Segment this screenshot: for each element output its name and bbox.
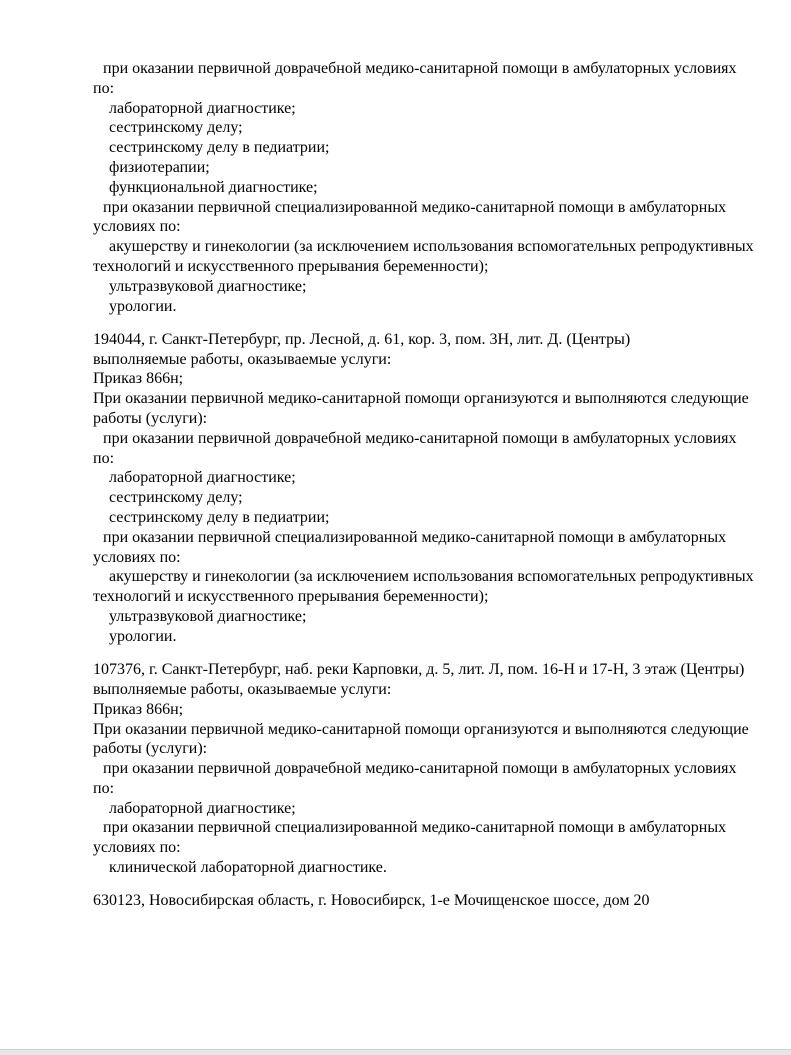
document-line: выполняемые работы, оказываемые услуги: [93, 680, 392, 698]
document-line: клинической лабораторной диагностике. [109, 859, 387, 877]
document-line: урологии. [109, 297, 177, 315]
license-document-text [93, 59, 761, 911]
document-line: при оказании первичной доврачебной медико-санитарной помощи в амбулаторных условиях [103, 760, 737, 778]
document-line: работы (услуги): [93, 410, 208, 428]
document-line: при оказании первичной специализированной медико-санитарной помощи в амбулаторных [103, 528, 727, 546]
document-line: лабораторной диагностике; [109, 99, 296, 117]
document-line: физиотерапии; [109, 158, 210, 176]
document-line: акушерству и гинекологии (за исключением использования вспомогательных репродуктивных [109, 238, 754, 256]
document-line: 630123, Новосибирская область, г. Новосибирск, 1-е Мочищенское шоссе, дом 20 [93, 892, 650, 910]
document-line: условиях по: [93, 839, 181, 857]
document-line: сестринскому делу в педиатрии; [109, 509, 330, 527]
document-line: работы (услуги): [93, 740, 208, 758]
document-line: при оказании первичной доврачебной медико-санитарной помощи в амбулаторных условиях [103, 429, 737, 447]
bottom-divider-bar [0, 1049, 791, 1055]
document-line: сестринскому делу; [109, 119, 243, 137]
document-line: выполняемые работы, оказываемые услуги: [93, 350, 392, 368]
document-line: по: [93, 79, 115, 97]
document-line: При оказании первичной медико-санитарной помощи организуются и выполняются следующие [93, 390, 749, 408]
blank-line [93, 647, 761, 661]
document-line: лабораторной диагностике; [109, 799, 296, 817]
document-line: сестринскому делу; [109, 489, 243, 507]
document-line: урологии. [109, 627, 177, 645]
document-line: сестринскому делу в педиатрии; [109, 139, 330, 157]
document-line: акушерству и гинекологии (за исключением использования вспомогательных репродуктивных [109, 568, 754, 586]
document-line: по: [93, 449, 115, 467]
document-line: Приказ 866н; [93, 700, 184, 718]
document-line: Приказ 866н; [93, 370, 184, 388]
document-line: по: [93, 779, 115, 797]
document-line: условиях по: [93, 218, 181, 236]
document-line: 107376, г. Санкт-Петербург, наб. реки Карповки, д. 5, лит. Л, пом. 16-Н и 17-Н, 3 этаж (Центры) [93, 661, 745, 679]
document-line: 194044, г. Санкт-Петербург, пр. Лесной, д. 61, кор. 3, пом. 3Н, лит. Д. (Центры) [93, 330, 631, 348]
document-line: технологий и искусственного прерывания беременности); [93, 257, 489, 275]
document-line: функциональной диагностике; [109, 178, 318, 196]
document-line: ультразвуковой диагностике; [109, 608, 307, 626]
document-line: технологий и искусственного прерывания беременности); [93, 588, 489, 606]
blank-line [93, 316, 761, 330]
document-line: условиях по: [93, 548, 181, 566]
document-line: при оказании первичной специализированной медико-санитарной помощи в амбулаторных [103, 198, 727, 216]
document-line: при оказании первичной доврачебной медико-санитарной помощи в амбулаторных условиях [103, 60, 737, 77]
blank-line [93, 878, 761, 892]
document-line: При оказании первичной медико-санитарной помощи организуются и выполняются следующие [93, 720, 749, 738]
document-line: ультразвуковой диагностике; [109, 277, 307, 295]
document-line: лабораторной диагностике; [109, 469, 296, 487]
document-line: при оказании первичной специализированной медико-санитарной помощи в амбулаторных [103, 819, 727, 837]
